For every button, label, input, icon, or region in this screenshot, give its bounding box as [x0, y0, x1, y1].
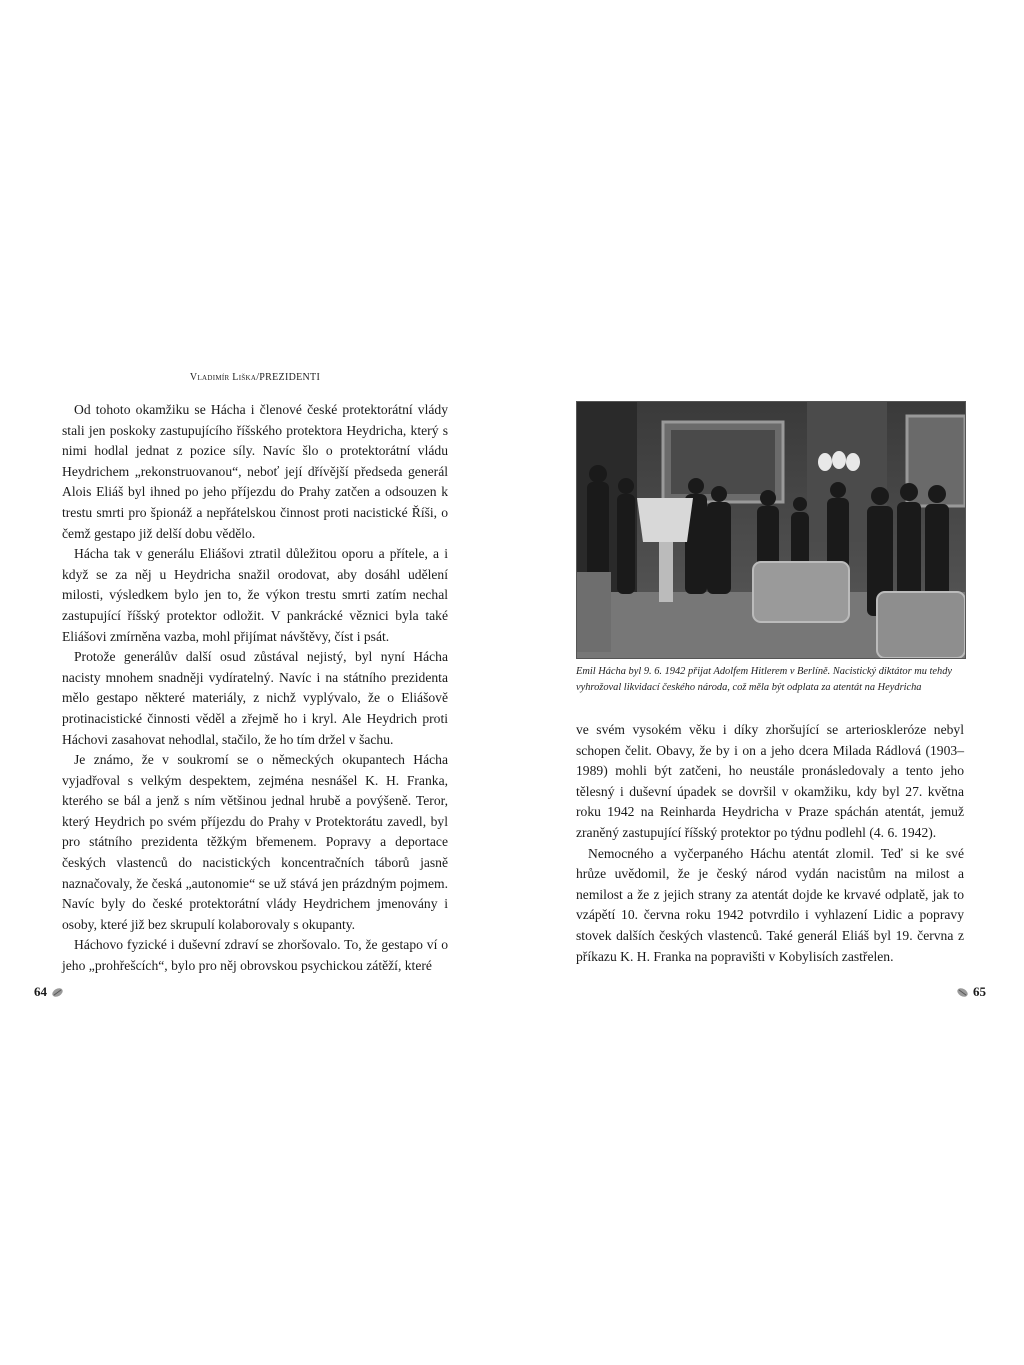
paragraph: Od tohoto okamžiku se Hácha i členové české protektorátní vlády stali jen poskoky zastupujícího říšského protektora Heydricha, který s nimi hodlal jednat z pozice síly. Navíc šlo o protektorátní vládu Heydrichem „rekonstruovanou“, neboť její dřívější předseda generál Alois Eliáš byl ihned po jeho příjezdu do Prahy zatčen a odsouzen k trestu smrti pro špionáž a nepřátelskou činnost proti nacistické Říši, o čemž gestapo již delší dobu vědělo.: [62, 402, 448, 541]
paragraph: Je známo, že v soukromí se o německých okupantech Hácha vyjadřoval s velkým despektem, zejména nesnášel K. H. Franka, kterého se bál a jenž s ním většinou jednal hrubě a povýšeně. Teror, který Heydrich po svém příjezdu do Prahy v Protektorátu zavedl, byl pro státního prezidenta těžkým břemenem. Popravy a deportace českých vlastenců do nacistických koncentračních táborů jasně naznačovaly, že česká „autonomie“ se už stává jen prázdným pojmem. Navíc byly do české protektorátní vlády Heydrichem jmenovány i osoby, které již bez skrupulí kolaborovaly s okupanty.: [62, 752, 448, 932]
leaf-ornament-icon: [956, 986, 969, 999]
page-number: 65: [973, 984, 986, 999]
paragraph: Háchovo fyzické i duševní zdraví se zhoršovalo. To, že gestapo ví o jeho „prohřešcích“, bylo pro něj obrovskou psychickou zátěží, které: [62, 937, 448, 974]
leaf-ornament-icon: [51, 986, 64, 999]
left-page-number: [34, 984, 64, 1000]
photo-caption: Emil Hácha byl 9. 6. 1942 přijat Adolfem Hitlerem v Berlíně. Nacistický diktátor mu tehdy vyhrožoval likvidací českého národa, což měla být odplata za atentát na Heydricha: [576, 666, 953, 693]
historical-photo: [576, 401, 966, 659]
paragraph: ve svém vysokém věku i díky zhoršující se arterioskleróze nebyl schopen čelit. Obavy, že by i on a jeho dcera Milada Rádlová (1903–1989) mohli být zatčeni, ho neustále pronásledovaly a tento jeho tělesný i duševní úpadek se dovršil v okamžiku, kdy byl 27. května roku 1942 na Reinharda Heydricha v Praze spáchán atentát, jemuž zraněný zastupující říšský protektor po týdnu podlehl (4. 6. 1942).: [576, 722, 964, 840]
running-title: Vladimír Liška/PREZIDENTI: [189, 372, 321, 383]
right-page-number: [956, 984, 986, 1000]
running-header: [62, 372, 448, 383]
paragraph: Nemocného a vyčerpaného Háchu atentát zlomil. Teď si ke své hrůze uvědomil, že je český národ vydán nacistům na milost a nemilost a že z jejich strany za atentát dojde ke krvavé odplatě, jak to vzápětí 10. června roku 1942 potvrdilo i vyhlazení Lidic a popravy stovek dalších českých vlastenců. Také generál Eliáš byl 19. června z příkazu K. H. Franka na popravišti v Kobylisích zastřelen.: [576, 845, 964, 964]
paragraph: Hácha tak v generálu Eliášovi ztratil důležitou oporu a přítele, a i když se za něj u Heydricha snažil orodovat, aby dosáhl udělení milosti, výsledkem bylo jen to, že výkon trestu smrti zatím nechal zastupující říšský protektor odložit. V pankrácké věznici byla také Eliášovi zmírněna vazba, mohl přijímat návštěvy, číst i psát.: [62, 546, 448, 644]
right-page-text: [576, 720, 964, 967]
paragraph: Protože generálův další osud zůstával nejistý, byl nyní Hácha nacisty mnohem snadněji vydíratelný. Navíc i na státního prezidenta mělo gestapo některé materiály, z nichž vyplývalo, že o Eliášově protinacistické činnosti věděl a zřejmě ho i kryl. Ale Heydrich proti Háchovi zasahovat nehodlal, stačilo, že ho tím držel v šachu.: [62, 649, 448, 747]
left-page-text: [62, 400, 448, 977]
photo-illustration: [577, 402, 965, 658]
page-number: 64: [34, 984, 47, 999]
